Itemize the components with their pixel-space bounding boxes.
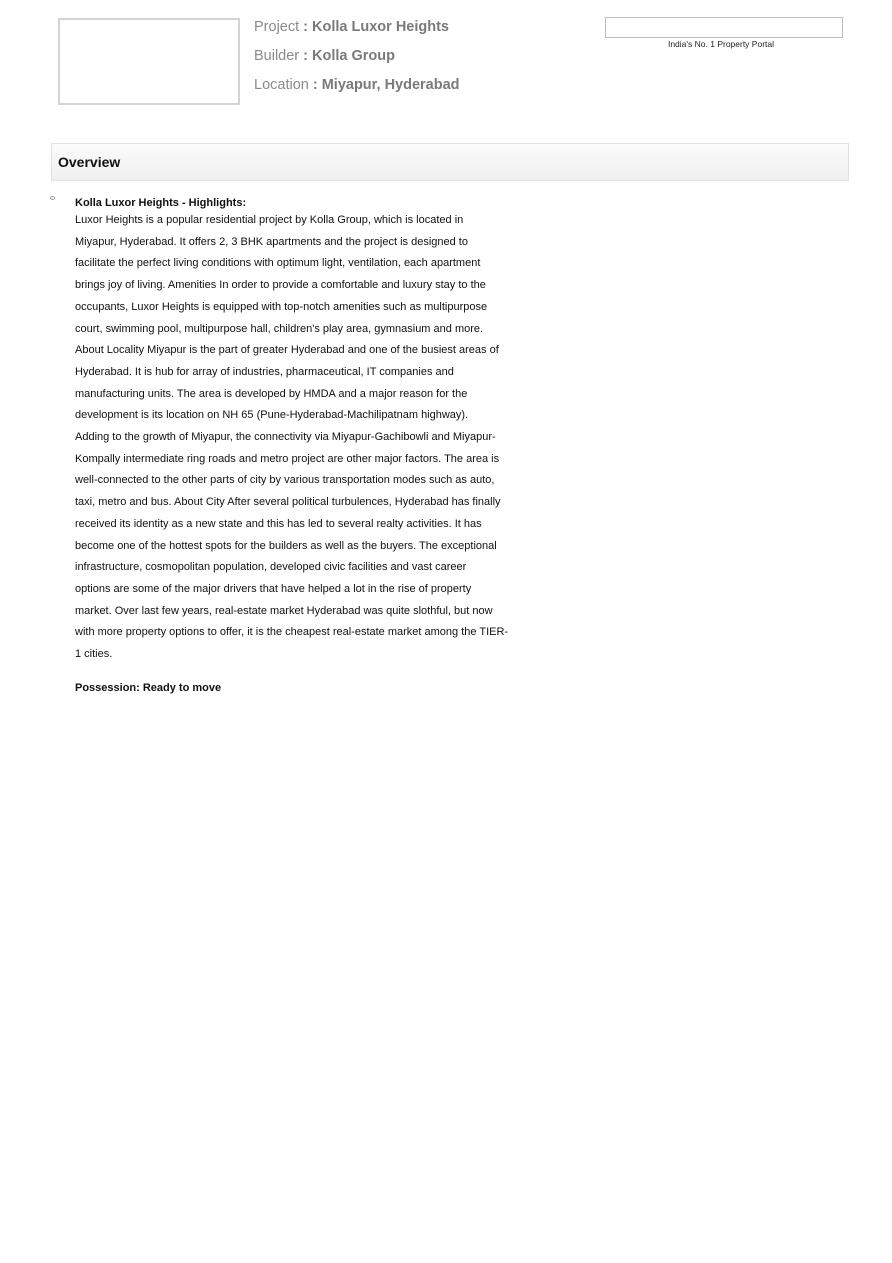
body-line: 1 cities. (75, 648, 113, 661)
body-line: well-connected to the other parts of city by various transportation modes such as auto, (75, 474, 495, 487)
body-line: Hyderabad. It is hub for array of industries, pharmaceutical, IT companies and (75, 365, 454, 378)
body-line: become one of the hottest spots for the builders as well as the buyers. The exceptional (75, 539, 497, 552)
project-value: : Kolla Luxor Heights (303, 19, 449, 35)
body-line: options are some of the major drivers that have helped a lot in the rise of property (75, 582, 472, 595)
highlights-body (75, 210, 547, 666)
builder-label: Builder (254, 48, 300, 64)
project-line (254, 19, 449, 35)
body-line: Kompally intermediate ring roads and metro project are other major factors. The area is (75, 452, 500, 465)
body-line: with more property options to offer, it is the cheapest real-estate market among the TIER- (75, 626, 509, 639)
body-line: development is its location on NH 65 (Pune-Hyderabad-Machilipatnam highway). (75, 409, 469, 422)
body-line: About Locality Miyapur is the part of greater Hyderabad and one of the busiest areas of (75, 344, 499, 357)
portal-caption: India's No. 1 Property Portal (667, 39, 775, 49)
body-line: Miyapur, Hyderabad. It offers 2, 3 BHK apartments and the project is designed to (75, 235, 468, 248)
overview-title: Overview (58, 154, 121, 170)
body-line: Adding to the growth of Miyapur, the connectivity via Miyapur-Gachibowli and Miyapur- (75, 431, 496, 444)
builder-value: : Kolla Group (303, 48, 396, 64)
body-line: market. Over last few years, real-estate market Hyderabad was quite slothful, but now (75, 604, 493, 617)
body-line: brings joy of living. Amenities In order to provide a comfortable and luxury stay to the (75, 279, 486, 292)
possession-status: Possession: Ready to move (75, 682, 222, 694)
body-line: manufacturing units. The area is developed by HMDA and a major reason for the (75, 387, 468, 400)
body-line: received its identity as a new state and this has led to several realty activities. It has (75, 517, 482, 530)
project-image-placeholder (58, 18, 240, 105)
location-label: Location (254, 77, 309, 93)
body-line: court, swimming pool, multipurpose hall, children's play area, gymnasium and more. (75, 322, 484, 335)
builder-line (254, 48, 395, 64)
body-line: infrastructure, cosmopolitan population, developed civic facilities and vast career (75, 561, 467, 574)
highlights-title: Kolla Luxor Heights - Highlights: (75, 197, 247, 209)
location-line (254, 77, 460, 93)
portal-logo-box (605, 17, 843, 38)
location-value: : Miyapur, Hyderabad (312, 77, 460, 93)
bullet-icon (50, 196, 55, 200)
project-label: Project (254, 19, 300, 35)
body-line: occupants, Luxor Heights is equipped with top-notch amenities such as multipurpose (75, 300, 488, 313)
body-line: facilitate the perfect living conditions with optimum light, ventilation, each apartment (75, 257, 481, 270)
body-line: taxi, metro and bus. About City After several political turbulences, Hyderabad has finally (75, 496, 501, 509)
overview-header (51, 143, 849, 181)
body-line: Luxor Heights is a popular residential project by Kolla Group, which is located in (75, 214, 464, 226)
